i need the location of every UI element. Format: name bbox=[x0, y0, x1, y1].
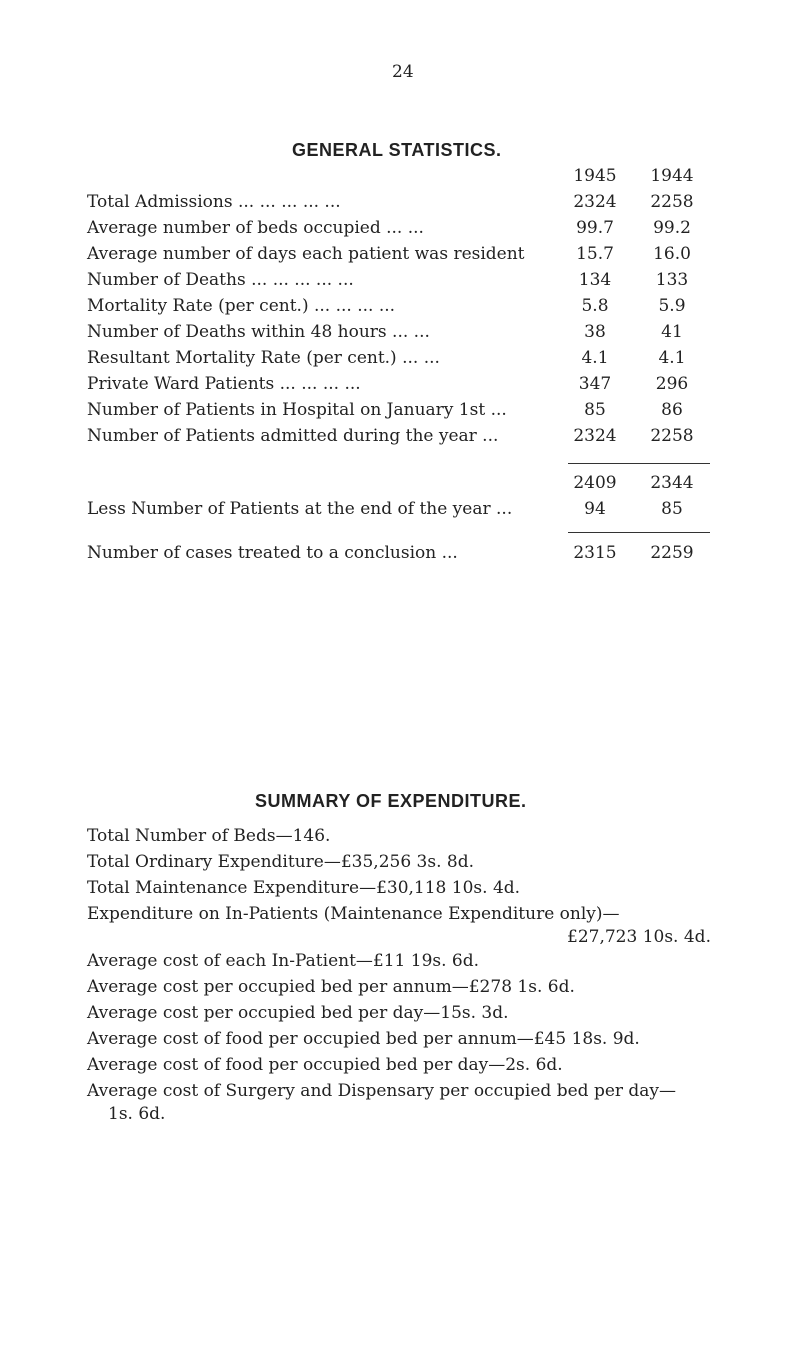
stat-label: Number of Deaths within 48 hours ... ... bbox=[87, 322, 430, 342]
stat-value-1945: 15.7 bbox=[576, 244, 614, 264]
subtotal-1944: 2344 bbox=[650, 473, 694, 493]
stat-value-1945: 2324 bbox=[573, 426, 617, 446]
stat-value-1945: 5.8 bbox=[581, 296, 609, 316]
stat-label: Resultant Mortality Rate (per cent.) ... ... bbox=[87, 348, 440, 368]
expenditure-line: Average cost of food per occupied bed per annum—£45 18s. 9d. bbox=[87, 1029, 640, 1049]
stat-label: Average number of days each patient was resident bbox=[87, 244, 525, 264]
stat-value-1945: 85 bbox=[584, 400, 606, 420]
stat-value-1944: 41 bbox=[661, 322, 683, 342]
year-1945-header: 1945 bbox=[573, 166, 617, 186]
expenditure-line: Average cost of each In-Patient—£11 19s. 6d. bbox=[87, 951, 480, 971]
stat-value-1944: 296 bbox=[655, 374, 689, 394]
year-header-row bbox=[0, 166, 800, 190]
general-statistics-heading: GENERAL STATISTICS. bbox=[292, 140, 502, 160]
expenditure-line-amount: £27,723 10s. 4d. bbox=[567, 927, 711, 947]
expenditure-line: Average cost of food per occupied bed per day—2s. 6d. bbox=[87, 1055, 563, 1075]
stat-row bbox=[0, 270, 800, 294]
less-label: Less Number of Patients at the end of the year ... bbox=[87, 499, 513, 519]
less-value-1944: 85 bbox=[661, 499, 683, 519]
conclusion-label: Number of cases treated to a conclusion ... bbox=[87, 543, 458, 563]
stat-value-1944: 4.1 bbox=[658, 348, 686, 368]
less-value-1945: 94 bbox=[584, 499, 606, 519]
stat-label: Number of Patients admitted during the year ... bbox=[87, 426, 499, 446]
conclusion-value-1945: 2315 bbox=[573, 543, 617, 563]
stat-value-1944: 16.0 bbox=[653, 244, 691, 264]
expenditure-line: Average cost per occupied bed per annum—£278 1s. 6d. bbox=[87, 977, 575, 997]
stat-label: Average number of beds occupied ... ... bbox=[87, 218, 424, 238]
subtotal-1945: 2409 bbox=[573, 473, 617, 493]
stat-row bbox=[0, 400, 800, 424]
expenditure-line: Total Ordinary Expenditure—£35,256 3s. 8d. bbox=[87, 852, 474, 872]
expenditure-line: Average cost of Surgery and Dispensary per occupied bed per day— bbox=[87, 1081, 677, 1101]
stat-row bbox=[0, 244, 800, 268]
stat-label: Mortality Rate (per cent.) ... ... ... ... bbox=[87, 296, 396, 316]
subtotal-rule bbox=[568, 463, 710, 464]
less-row bbox=[0, 499, 800, 523]
stat-value-1944: 86 bbox=[661, 400, 683, 420]
expenditure-line: Total Maintenance Expenditure—£30,118 10s. 4d. bbox=[87, 878, 521, 898]
stat-row bbox=[0, 374, 800, 398]
expenditure-line: Average cost per occupied bed per day—15s. 3d. bbox=[87, 1003, 509, 1023]
stat-label: Private Ward Patients ... ... ... ... bbox=[87, 374, 361, 394]
stat-value-1944: 2258 bbox=[650, 426, 694, 446]
stat-row bbox=[0, 322, 800, 346]
stat-label: Number of Patients in Hospital on January 1st ... bbox=[87, 400, 507, 420]
stat-row bbox=[0, 426, 800, 450]
subtotal-row bbox=[0, 473, 800, 497]
stat-value-1945: 2324 bbox=[573, 192, 617, 212]
expenditure-line: Total Number of Beds—146. bbox=[87, 826, 331, 846]
stat-value-1945: 134 bbox=[578, 270, 612, 290]
conclusion-row bbox=[0, 543, 800, 567]
stat-value-1944: 5.9 bbox=[658, 296, 686, 316]
stat-value-1944: 2258 bbox=[650, 192, 694, 212]
expenditure-line-continuation: 1s. 6d. bbox=[108, 1104, 166, 1124]
stat-value-1945: 4.1 bbox=[581, 348, 609, 368]
stat-value-1945: 38 bbox=[584, 322, 606, 342]
stat-row bbox=[0, 296, 800, 320]
stat-row bbox=[0, 218, 800, 242]
stat-label: Number of Deaths ... ... ... ... ... bbox=[87, 270, 354, 290]
stat-value-1945: 347 bbox=[578, 374, 612, 394]
stat-label: Total Admissions ... ... ... ... ... bbox=[87, 192, 341, 212]
summary-of-expenditure-heading: SUMMARY OF EXPENDITURE. bbox=[255, 791, 527, 811]
conclusion-value-1944: 2259 bbox=[650, 543, 694, 563]
year-1944-header: 1944 bbox=[650, 166, 694, 186]
stat-value-1945: 99.7 bbox=[576, 218, 614, 238]
stat-row bbox=[0, 348, 800, 372]
stat-value-1944: 133 bbox=[655, 270, 689, 290]
total-rule bbox=[568, 532, 710, 533]
expenditure-line: Expenditure on In-Patients (Maintenance Expenditure only)— bbox=[87, 904, 620, 924]
stat-value-1944: 99.2 bbox=[653, 218, 691, 238]
stat-row bbox=[0, 192, 800, 216]
page-number: 24 bbox=[392, 62, 414, 82]
